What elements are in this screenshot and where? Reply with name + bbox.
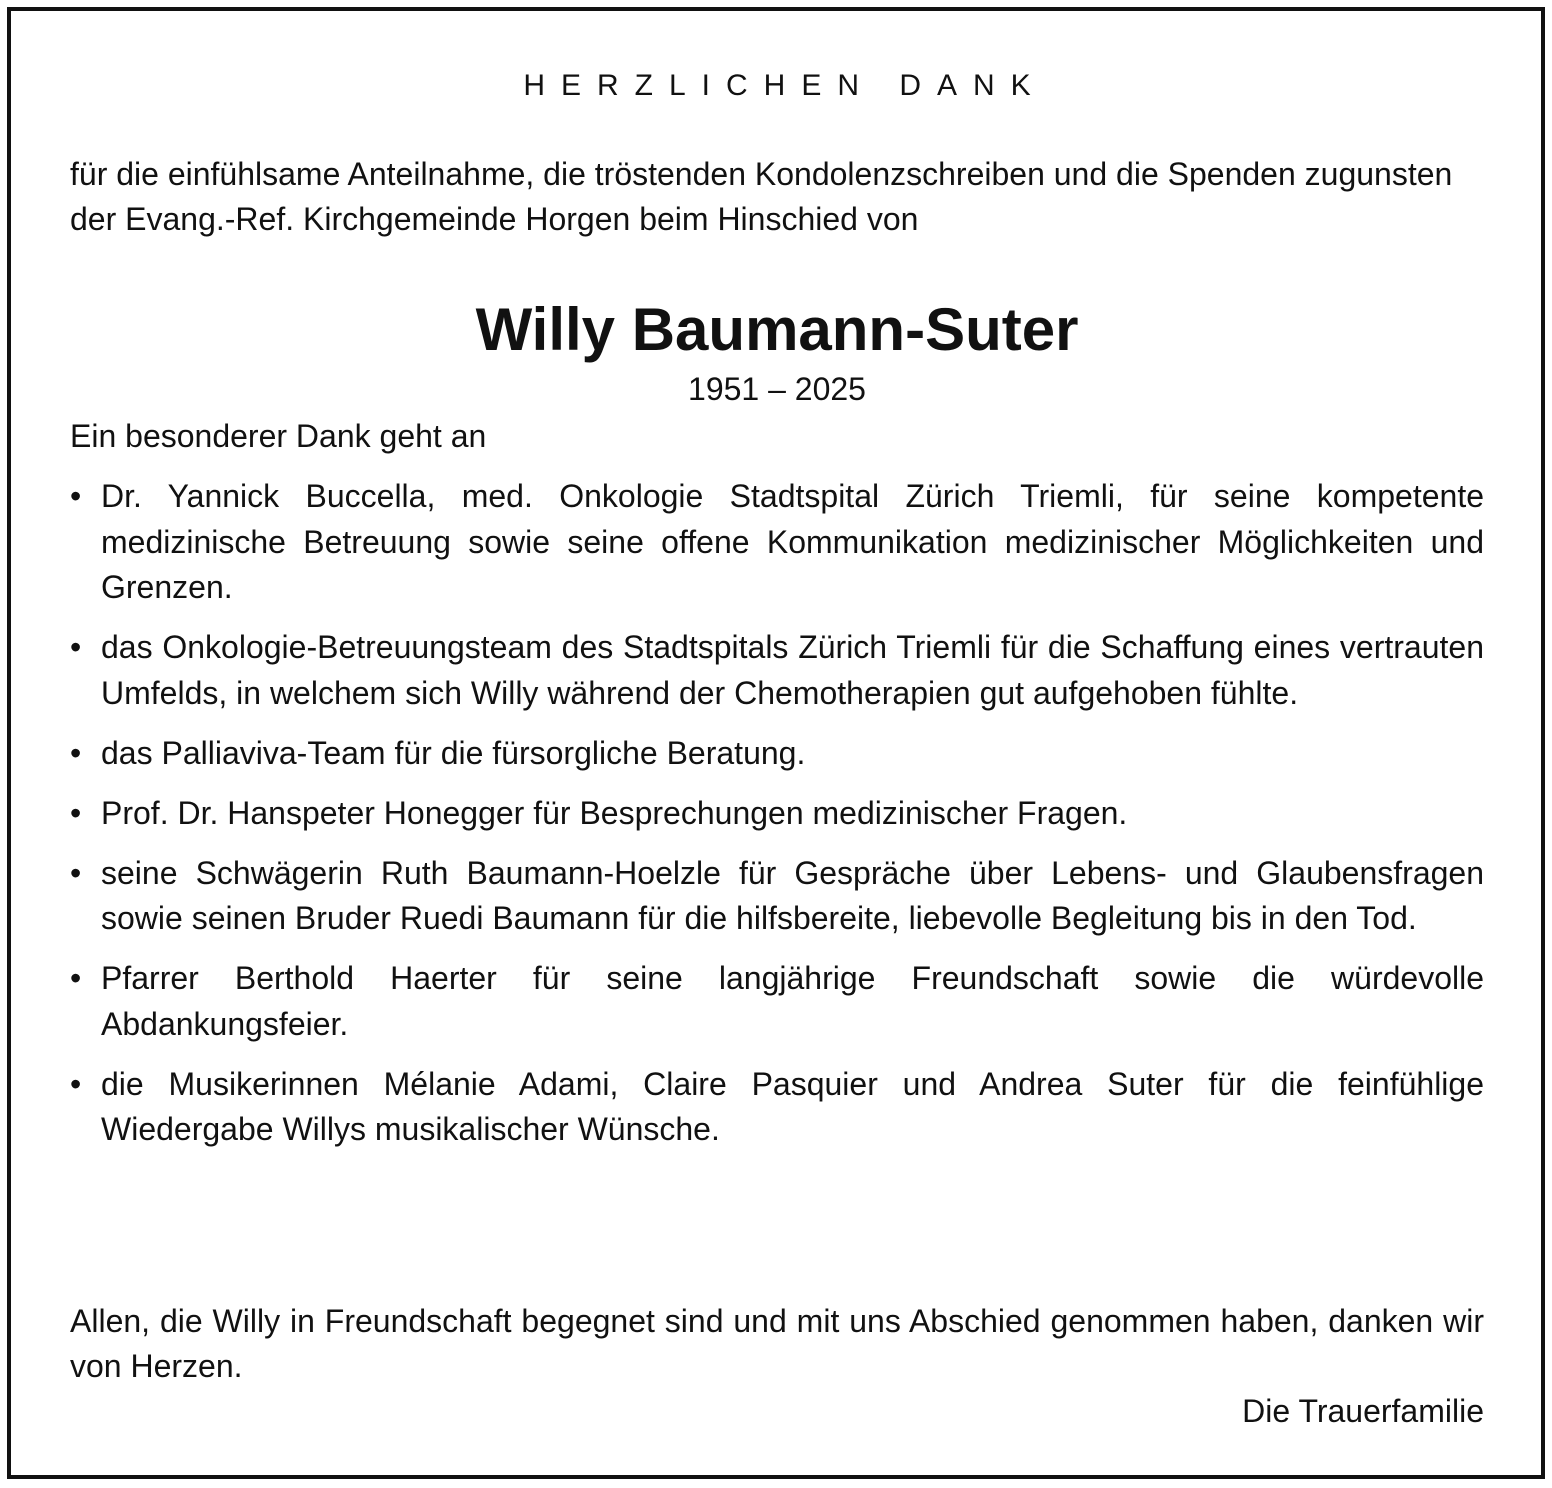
list-item [70,851,1484,942]
bullet: • [70,478,82,514]
heading: HERZLICHEN DANK [523,69,1047,102]
list-item [70,956,1484,1047]
bullet: • [70,1065,82,1102]
bullet: • [70,629,82,665]
life-years: 1951 – 2025 [688,371,866,407]
intro-text: für die einfühlsame Anteilnahme, die tröstenden Kondolenzschreiben und die Spenden zugunsten der Evang.-Ref. Kirchgemeinde Horgen beim Hinschied von [70,156,1453,237]
list-item-text: die Musikerinnen Mélanie Adami, Claire Pasquier und Andrea Suter für die feinfühlige Wiedergabe Willys musikalischer Wünsche. [101,1065,1484,1147]
signature: Die Trauerfamilie [1242,1393,1484,1429]
list-item-text: das Palliaviva-Team für die fürsorgliche Beratung. [101,734,806,771]
thanks-list [70,474,1484,1167]
list-item [70,731,1484,777]
list-item [70,791,1484,837]
bullet: • [70,794,82,831]
list-item [70,625,1484,716]
bullet: • [70,960,82,996]
list-item-text: Prof. Dr. Hanspeter Honegger für Besprechungen medizinischer Fragen. [101,794,1128,831]
bullet: • [70,854,82,891]
list-item [70,474,1484,611]
list-item [70,1062,1484,1153]
closing-text: Allen, die Willy in Freundschaft begegnet sind und mit uns Abschied genommen haben, danken wir von Herzen. [70,1303,1484,1384]
list-item-text: das Onkologie-Betreuungsteam des Stadtspitals Zürich Triemli für die Schaffung eines vertrauten Umfelds, in welchem sich Willy während der Chemotherapien gut aufgehoben fühlte. [101,629,1484,711]
list-item-text: Pfarrer Berthold Haerter für seine langjährige Freundschaft sowie die würdevolle Abdankungsfeier. [101,960,1484,1042]
special-thanks-intro: Ein besonderer Dank geht an [70,418,487,454]
list-item-text: Dr. Yannick Buccella, med. Onkologie Stadtspital Zürich Triemli, für seine kompetente medizinische Betreuung sowie seine offene Kommunikation medizinischer Möglichkeiten und Grenzen. [101,478,1484,605]
bullet: • [70,734,82,771]
deceased-name: Willy Baumann-Suter [475,296,1079,363]
list-item-text: seine Schwägerin Ruth Baumann-Hoelzle für Gespräche über Lebens- und Glaubensfragen sowie seinen Bruder Ruedi Baumann für die hilfsbereite, liebevolle Begleitung bis in den Tod. [101,854,1484,936]
